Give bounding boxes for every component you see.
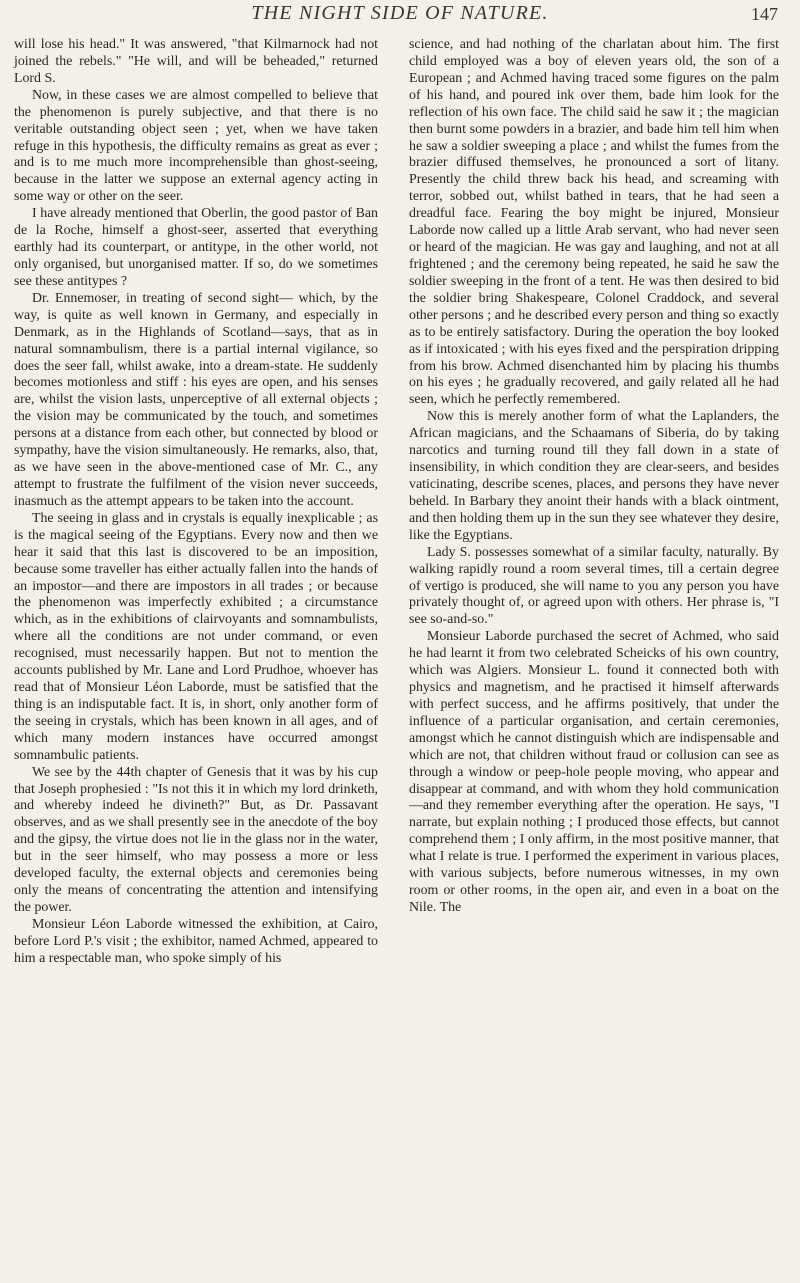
paragraph: The seeing in glass and in crystals is equally inexplicable ; as is the magical seeing of the Egyptians. Every now and then we hear it said that this last is discovered to be an imposition, because some traveller has either actually fallen into the hands of an impostor—and there are impostors in all trades ; or because the phenomenon was imperfectly exhibited ; a circumstance which, as in the exhibitions of clairvoyants and somnambulists, where all the conditions are not under command, or even recognised, must necessarily happen. But not to mention the accounts published by Mr. Lane and Lord Prudhoe, whoever has read that of Monsieur Léon Laborde, must be satisfied that the thing is an indisputable fact. It is, in short, only another form of the seeing in crystals, which has been known in all ages, and of which many modern instances have occurred amongst somnambulic patients. xyxy=(14,510,378,763)
paragraph: I have already mentioned that Oberlin, the good pastor of Ban de la Roche, himself a ghost-seer, asserted that everything earthly had its counterpart, or antitype, in the other world, not only organised, but unorganised matter. If so, do we sometimes see these antitypes ? xyxy=(14,206,378,289)
right-column xyxy=(409,37,779,917)
paragraph: Monsieur Laborde purchased the secret of Achmed, who said he had learnt it from two celebrated Scheicks of his own country, which was Algiers. Monsieur L. found it connected both with physics and magnetism, and he practised it himself afterwards with perfect success, and he affirms positively, that under the influence of a particular organisation, and certain ceremonies, amongst which he cannot distinguish which are indispensable and which are not, that children without fraud or collusion can see as through a window or peep-hole people moving, who appear and disappear at command, and with whom they hold communication—and they remember everything after the operation. He says, "I narrate, but explain nothing ; I produced those effects, but cannot comprehend them ; I only affirm, in the most positive manner, that what I relate is true. I performed the experiment in various places, with various subjects, before numerous witnesses, in my own room or other rooms, in the open air, and even in a boat on the Nile. The xyxy=(409,629,779,916)
left-column xyxy=(14,37,378,968)
paragraph: Dr. Ennemoser, in treating of second sight— which, by the way, is quite as well known in Germany, and especially in Denmark, as in the Highlands of Scotland—says, that as in natural somnambulism, there is a partial internal vigilance, so does the seer fall, whilst awake, into a dream-state. He suddenly becomes motionless and stiff : his eyes are open, and his senses are, whilst the vision lasts, unperceptive of all external objects ; the vision may be communicated by the touch, and sometimes persons at a distance from each other, but connected by blood or sympathy, have the vision simultaneously. He remarks, also, that, as we have seen in the above-mentioned case of Mr. C., any attempt to frustrate the fulfilment of the vision never succeeds, inasmuch as the attempt appears to be taken into the account. xyxy=(14,290,378,509)
running-title: THE NIGHT SIDE OF NATURE. xyxy=(251,2,549,24)
paragraph: Lady S. possesses somewhat of a similar faculty, naturally. By walking rapidly round a room several times, till a certain degree of vertigo is produced, she will name to you any person you have privately thought of, or agreed upon with others. Her phrase is, "I see so-and-so." xyxy=(409,544,779,628)
paragraph: Monsieur Léon Laborde witnessed the exhibition, at Cairo, before Lord P.'s visit ; the exhibitor, named Achmed, appeared to him a respectable man, who spoke simply of his xyxy=(14,916,378,966)
paragraph: will lose his head." It was answered, "that Kilmarnock had not joined the rebels." "He will, and will be beheaded," returned Lord S. xyxy=(14,37,378,86)
paragraph: Now, in these cases we are almost compelled to believe that the phenomenon is purely subjective, and that there is no veritable outstanding object seen ; yet, when we have taken refuge in this hypothesis, the difficulty remains as great as ever ; and is to me much more incomprehensible than ghost-seeing, because in the latter we suppose an external agency acting in some way or other on the seer. xyxy=(14,87,378,205)
paragraph: We see by the 44th chapter of Genesis that it was by his cup that Joseph prophesied : "Is not this it in which my lord drinketh, and whereby indeed he divineth?" But, as Dr. Passavant observes, and as we shall presently see in the anecdote of the boy and the gipsy, the virtue does not lie in the glass nor in the water, but in the seer himself, who may possess a more or less developed faculty, the external objects and ceremonies being only the means of concentrating the attention and intensifying the power. xyxy=(14,764,378,916)
page-number: 147 xyxy=(751,4,778,24)
paragraph: science, and had nothing of the charlatan about him. The first child employed was a boy of eleven years old, the son of a European ; and Achmed having traced some figures on the palm of his hand, and poured ink over them, bade him look for the reflection of his own face. The child said he saw it ; the magician then burnt some powders in a brazier, and bade him tell him when he saw a soldier sweeping a place ; and whilst the fumes from the brazier diffused themselves, he pronounced a sort of litany. Presently the child threw back his head, and screaming with terror, sobbed out, whilst bathed in tears, that he had seen a dreadful face. Fearing the boy might be injured, Monsieur Laborde now called up a little Arab servant, who had never seen or heard of the magician. He was gay and laughing, and not at all frightened ; and the ceremony being repeated, he said he saw the soldier sweeping in the front of a tent. He was then desired to bid the soldier bring Shakespeare, Colonel Craddock, and several other persons ; and he described every person and thing so exactly as to be entirely satisfactory. During the operation the boy looked as if intoxicated ; with his eyes fixed and the perspiration dripping from his brow. Achmed disenchanted him by placing his thumbs on his eyes ; he gradually recovered, and gaily related all he had seen, which he perfectly remembered. xyxy=(409,37,779,408)
paragraph: Now this is merely another form of what the Laplanders, the African magicians, and the Schaamans of Siberia, do by taking narcotics and turning round till they fall down in a state of insensibility, in which condition they are clear-seers, and besides vaticinating, describe scenes, places, and persons they have never beheld. In Barbary they anoint their hands with a black ointment, and then holding them up in the sun they see whatever they desire, like the Egyptians. xyxy=(409,409,779,543)
running-head xyxy=(0,2,800,28)
